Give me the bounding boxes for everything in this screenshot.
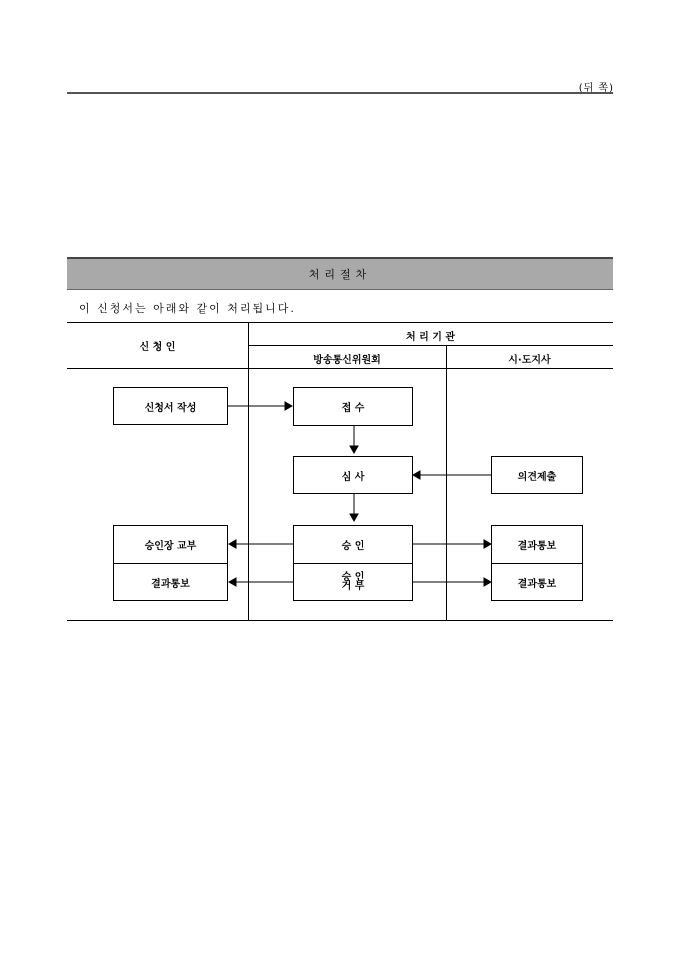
header-commission: 방송통신위원회 (313, 355, 381, 366)
step-receipt (293, 387, 413, 426)
step-notify-applicant (113, 563, 228, 601)
section-title: 처리절차 (308, 268, 372, 281)
step-issue-certificate (113, 525, 228, 564)
header-province: 시·도지사 (508, 355, 551, 366)
arrowhead-province-2 (484, 578, 491, 586)
step-issue-certificate-label: 승인장 교부 (144, 541, 197, 552)
arrowhead-review-left (413, 471, 420, 479)
step-notify-applicant-label: 결과통보 (151, 578, 190, 590)
header-processing-agency: 처 리 기 관 (405, 332, 456, 343)
step-approval-label: 승 인 (341, 541, 365, 552)
arrowhead-province-1 (484, 540, 491, 548)
step-refusal-label-line1: 승 인 (341, 572, 365, 583)
arrowhead-approval (350, 514, 358, 521)
step-approval (293, 525, 413, 564)
step-refusal-label-line2: 거 부 (341, 581, 365, 592)
step-write-application-label: 신청서 작성 (144, 402, 197, 414)
step-notify-province-approval (491, 525, 583, 564)
step-notify-province-refusal-label: 결과통보 (517, 578, 557, 590)
step-review-label: 심 사 (341, 471, 365, 483)
arrowhead-review (350, 446, 358, 453)
header-applicant: 신 청 인 (139, 342, 176, 353)
step-notify-province-approval-label: 결과통보 (517, 541, 557, 552)
step-receipt-label: 접 수 (341, 403, 365, 414)
intro-text: 이 신청서는 아래와 같이 처리됩니다. (79, 302, 296, 315)
arrowhead-applicant-notify (229, 578, 236, 586)
step-write-application (113, 387, 228, 425)
arrowhead-certificate (229, 540, 236, 548)
step-opinion-submit-label: 의견제출 (517, 471, 557, 483)
step-notify-province-refusal (491, 563, 583, 601)
page-side-note: (뒤 쪽) (578, 83, 614, 94)
arrowhead-receipt (285, 402, 292, 410)
step-review (293, 456, 413, 494)
step-refusal (293, 563, 413, 601)
step-opinion-submit (491, 456, 583, 494)
